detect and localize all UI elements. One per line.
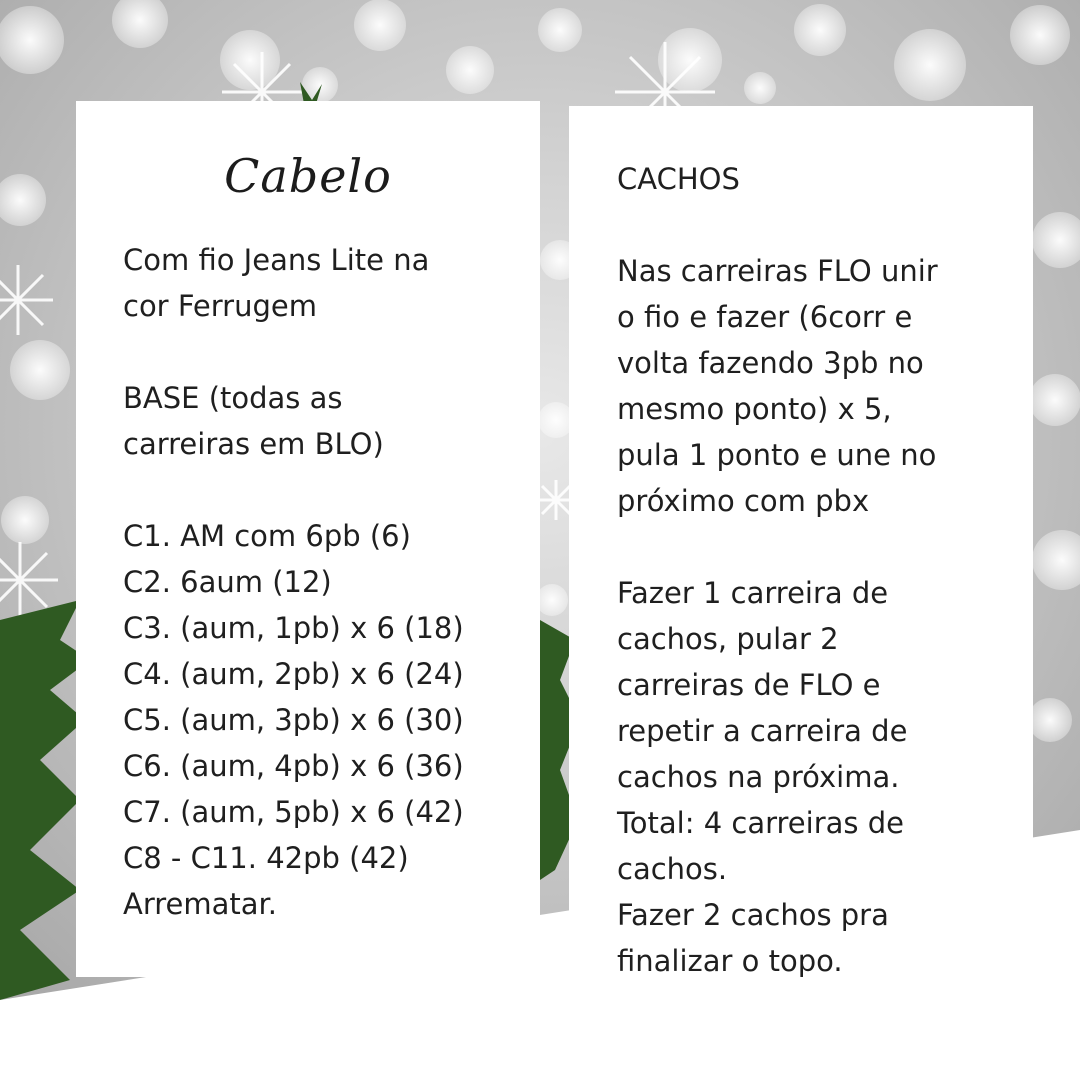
spacer — [123, 329, 540, 375]
spacer — [617, 524, 1033, 570]
round-line: C6. (aum, 4pb) x 6 (36) — [123, 749, 464, 783]
paragraph-1: Nas carreiras FLO unir o fio e fazer (6corr e volta fazendo 3pb no mesmo ponto) x 5, pula 1 ponto e une no próximo com pbx — [617, 254, 938, 518]
base-note: (todas as — [208, 381, 343, 415]
round-line: Arrematar. — [123, 887, 278, 921]
base-line — [123, 375, 540, 421]
round-line: C2. 6aum (12) — [123, 565, 332, 599]
card-title: Cabelo — [224, 149, 392, 203]
round-line: C3. (aum, 1pb) x 6 (18) — [123, 611, 464, 645]
round-line: C1. AM com 6pb (6) — [123, 519, 411, 553]
base-label: BASE — [123, 381, 200, 415]
spacer — [123, 467, 540, 513]
left-card — [76, 101, 540, 977]
round-line: C5. (aum, 3pb) x 6 (30) — [123, 703, 464, 737]
right-card — [569, 106, 1033, 998]
round-line: C4. (aum, 2pb) x 6 (24) — [123, 657, 464, 691]
card-heading: CACHOS — [617, 162, 740, 196]
round-line: C7. (aum, 5pb) x 6 (42) — [123, 795, 464, 829]
paragraph-2: Fazer 1 carreira de cachos, pular 2 carreiras de FLO e repetir a carreira de cachos na próxima. Total: 4 carreiras de cachos. Fazer 2 cachos pra finalizar o topo. — [617, 576, 908, 978]
base-note-2: carreiras em BLO) — [123, 427, 384, 461]
intro-text: Com fio Jeans Lite na cor Ferrugem — [123, 243, 430, 323]
round-line: C8 - C11. 42pb (42) — [123, 841, 409, 875]
spacer — [617, 202, 1033, 248]
